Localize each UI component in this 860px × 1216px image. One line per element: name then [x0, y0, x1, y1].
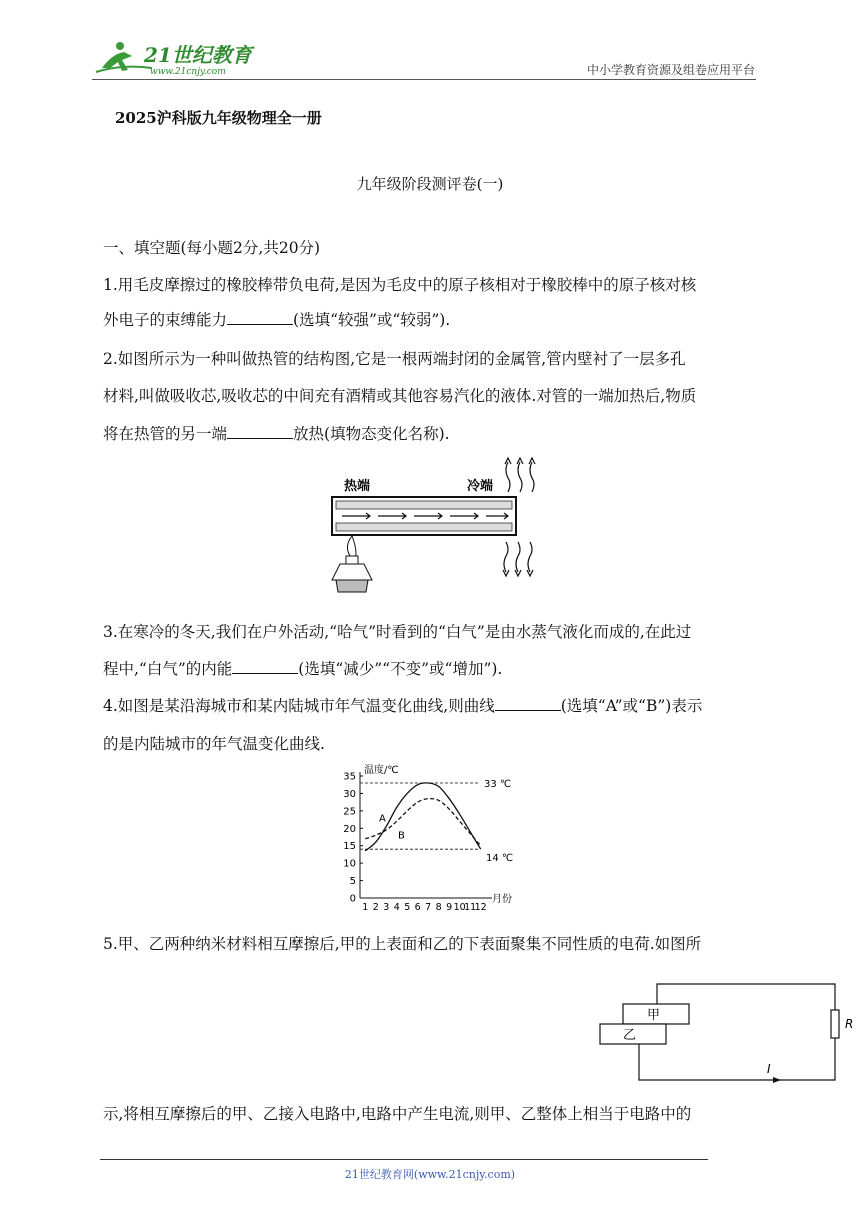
- section-heading: 一、填空题(每小题2分,共20分): [103, 239, 321, 257]
- q1-text-a: 外电子的束缚能力: [103, 311, 228, 329]
- q2-line2: 材料,叫做吸收芯,吸收芯的中间充有酒精或其他容易汽化的液体.对管的一端加热后,物质: [103, 387, 697, 405]
- document-title: 2025沪科版九年级物理全一册: [115, 109, 322, 127]
- temperature-chart: [336, 762, 526, 918]
- reference-line-label: 14 ℃: [486, 853, 514, 865]
- material-yi-label: 乙: [623, 1028, 637, 1043]
- logo-text: 21世纪教育: [144, 43, 252, 67]
- footer-divider: [100, 1159, 708, 1160]
- q2-line1: 2.如图所示为一种叫做热管的结构图,它是一根两端封闭的金属管,管内壁衬了一层多孔: [103, 350, 686, 368]
- hot-end-label: 热端: [344, 479, 371, 494]
- y-tick-label: 20: [343, 823, 356, 835]
- x-tick-label: 12: [474, 902, 487, 913]
- y-tick-label: 15: [343, 841, 356, 853]
- q1-line2: [103, 302, 767, 338]
- q1-answer-blank: [227, 310, 293, 325]
- heat-release-arrows-up: [505, 458, 535, 492]
- chart-ylabel: 温度/℃: [364, 765, 399, 776]
- q3-line2: [103, 651, 767, 687]
- alcohol-lamp-icon: [332, 536, 372, 592]
- wick-layer-top: [336, 501, 512, 509]
- header-platform-text: 中小学教育资源及组卷应用平台: [586, 63, 755, 77]
- x-tick-label: 6: [414, 902, 421, 913]
- x-tick-label: 4: [393, 902, 400, 913]
- y-tick-label: 5: [349, 876, 356, 888]
- x-tick-label: 1: [362, 902, 369, 913]
- series-label-a: A: [379, 813, 386, 825]
- x-tick-label: 3: [383, 902, 390, 913]
- q2-text-a: 将在热管的另一端: [103, 425, 228, 443]
- header-divider: [92, 79, 756, 80]
- logo-url: www.21cnjy.com: [150, 67, 226, 77]
- q2-answer-blank: [227, 424, 293, 439]
- q2-line3: [103, 416, 767, 452]
- q4-line2: 的是内陆城市的年气温变化曲线.: [103, 735, 325, 753]
- x-tick-label: 8: [435, 902, 442, 913]
- y-tick-label: 25: [343, 806, 356, 818]
- current-label: I: [767, 1062, 771, 1076]
- q4-answer-blank: [495, 696, 561, 711]
- q5-line2: 示,将相互摩擦后的甲、乙接入电路中,电路中产生电流,则甲、乙整体上相当于电路中的: [103, 1105, 692, 1123]
- footer-text: 21世纪教育网(www.21cnjy.com): [344, 1168, 516, 1181]
- wick-layer-bottom: [336, 523, 512, 531]
- x-tick-label: 9: [446, 902, 453, 913]
- circuit-wire-bottom: [639, 1038, 835, 1080]
- material-jia-label: 甲: [647, 1008, 661, 1023]
- q4-text-a: 4.如图是某沿海城市和某内陆城市年气温变化曲线,则曲线: [103, 697, 495, 715]
- q1-text-b: (选填“较强”或“较弱”).: [293, 311, 451, 329]
- chart-xlabel: 月份: [492, 894, 512, 905]
- cold-end-label: 冷端: [467, 479, 494, 494]
- site-logo: [92, 38, 272, 78]
- q4-line1: [103, 688, 767, 724]
- resistor-r: [831, 1010, 839, 1038]
- y-tick-label: 10: [343, 858, 356, 870]
- x-tick-label: 5: [404, 902, 411, 913]
- series-label-b: B: [398, 830, 405, 842]
- q3-answer-blank: [232, 659, 298, 674]
- x-tick-label: 2: [372, 902, 379, 913]
- q3-line1: 3.在寒冷的冬天,我们在户外活动,“哈气”时看到的“白气”是由水蒸气液化而成的,在此过: [103, 623, 692, 641]
- q4-text-b: (选填“A”或“B”)表示: [560, 697, 703, 715]
- x-tick-label: 7: [425, 902, 432, 913]
- heat-release-arrows-down: [503, 542, 533, 576]
- heat-pipe-figure: [322, 452, 548, 602]
- x-tick-label: 10: [453, 902, 466, 913]
- resistor-label: R: [845, 1017, 854, 1031]
- circuit-figure: [595, 978, 860, 1088]
- q5-line1: 5.甲、乙两种纳米材料相互摩擦后,甲的上表面和乙的下表面聚集不同性质的电荷.如图所: [103, 935, 702, 953]
- q3-text-b: (选填“减少”“不变”或“增加”).: [298, 660, 503, 678]
- y-tick-label: 30: [343, 788, 356, 800]
- current-arrow: [773, 1077, 781, 1083]
- q3-text-a: 程中,“白气”的内能: [103, 660, 233, 678]
- exam-title: 九年级阶段测评卷(一): [356, 175, 504, 193]
- logo-graphic: [92, 38, 272, 78]
- x-tick-label: 11: [464, 902, 477, 913]
- q1-line1: 1.用毛皮摩擦过的橡胶棒带负电荷,是因为毛皮中的原子核相对于橡胶棒中的原子核对核: [103, 276, 697, 294]
- reference-line-label: 33 ℃: [484, 778, 512, 790]
- q2-text-b: 放热(填物态变化名称).: [293, 425, 450, 443]
- y-tick-label: 0: [349, 893, 356, 905]
- y-tick-label: 35: [343, 771, 356, 783]
